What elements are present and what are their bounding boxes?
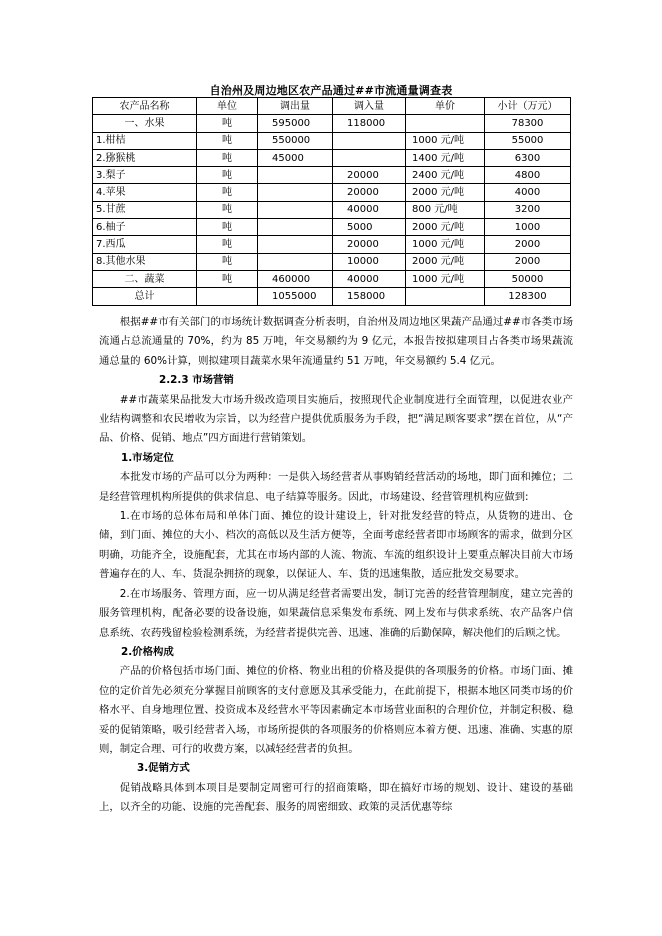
flow-table <box>92 97 571 306</box>
table-cell: 4800 <box>485 167 571 184</box>
table-cell: 20000 <box>333 236 406 253</box>
table-cell <box>258 167 333 184</box>
table-cell: 1400 元/吨 <box>406 149 485 166</box>
paragraph-marketing-intro: ##市蔬菜果品批发大市场升级改造项目实施后，按照现代企业制度进行全面管理，以促进农业产业结构调整和农民增收为宗旨，以为经营户提供优质服务为手段，把“满足顾客要求”摆在首位，从“产品、价格、促销、地点”四方面进行营销策划。 <box>99 393 573 445</box>
table-cell: 一、水果 <box>93 115 197 132</box>
table-cell: 2000 元/吨 <box>406 219 485 236</box>
header-cell: 调出量 <box>258 98 333 115</box>
table-cell: 20000 <box>333 184 406 201</box>
table-cell: 8.其他水果 <box>93 253 197 270</box>
table-cell: 吨 <box>197 253 258 270</box>
table-row <box>93 219 571 236</box>
table-cell <box>333 149 406 166</box>
table-cell: 595000 <box>258 115 333 132</box>
table-cell: 1.柑桔 <box>93 132 197 149</box>
table-cell: 6.柚子 <box>93 219 197 236</box>
table-cell: 吨 <box>197 219 258 236</box>
table-cell: 78300 <box>485 115 571 132</box>
header-cell: 单价 <box>406 98 485 115</box>
table-cell <box>258 236 333 253</box>
table-cell: 1000 元/吨 <box>406 236 485 253</box>
table-cell: 吨 <box>197 236 258 253</box>
table-cell: 总计 <box>93 288 197 305</box>
table-cell: 4.苹果 <box>93 184 197 201</box>
table-cell: 55000 <box>485 132 571 149</box>
table-cell: 1000 元/吨 <box>406 270 485 287</box>
body-text <box>99 313 573 818</box>
table-cell: 10000 <box>333 253 406 270</box>
table-cell: 吨 <box>197 201 258 218</box>
table-row <box>93 115 571 132</box>
table-cell: 2000 <box>485 253 571 270</box>
paragraph-service-management: 2.在市场服务、管理方面，应一切从满足经营者需要出发，制订完善的经营管理制度，建立完善的服务管理机构，配备必要的设备设施，如果蔬信息采集发布系统、网上发布与供求系统、农产品客户信息系统、农药残留检验检测系统，为经营者提供完善、迅速、准确的后勤保障，解决他们的后顾之忧。 <box>99 587 573 639</box>
table-header-row <box>93 98 571 115</box>
table-cell: 吨 <box>197 184 258 201</box>
table-cell: 460000 <box>258 270 333 287</box>
table-cell: 158000 <box>333 288 406 305</box>
table-cell: 550000 <box>258 132 333 149</box>
header-cell: 小计（万元） <box>485 98 571 115</box>
table-cell <box>197 288 258 305</box>
table-cell <box>258 201 333 218</box>
table-cell: 吨 <box>197 149 258 166</box>
table-cell <box>258 253 333 270</box>
table-row <box>93 167 571 184</box>
table-cell: 1000 元/吨 <box>406 132 485 149</box>
table-cell: 6300 <box>485 149 571 166</box>
paragraph-pricing: 产品的价格包括市场门面、摊位的价格、物业出租的价格及提供的各项服务的价格。市场门面、摊位的定价首先必须充分掌握目前顾客的支付意愿及其承受能力，在此前提下，根据本地区同类市场的价格水平、自身地理位置、投资成本及经营水平等因素确定本市场营业面积的合理价位，并制定积极、稳妥的促销策略，吸引经营者入场，市场所提供的各项服务的价格则应本着方便、迅速、准确、实惠的原则，制定合理、可行的收费方案，以减轻经营者的负担。 <box>99 665 573 755</box>
table-cell: 2000 元/吨 <box>406 184 485 201</box>
table-cell: 5000 <box>333 219 406 236</box>
table-row <box>93 253 571 270</box>
table-cell: 2000 元/吨 <box>406 253 485 270</box>
table-cell: 4000 <box>485 184 571 201</box>
paragraph-market-stats: 根据##市有关部门的市场统计数据调查分析表明，自治州及周边地区果蔬产品通过##市各类市场流通占总流通量的 70%，约为 85 万吨，年交易额约为 9 亿元，本报告按拟建项目占各类市场果蔬流通总量的 60%计算，则拟建项目蔬菜水果年流通量约 51 万吨，年交易额约 5.4 亿元。 <box>99 316 573 367</box>
table-cell <box>406 288 485 305</box>
table-cell: 800 元/吨 <box>406 201 485 218</box>
table-cell: 50000 <box>485 270 571 287</box>
paragraph-layout-design: 1.在市场的总体布局和单体门面、摊位的设计建设上，针对批发经营的特点，从货物的进出、仓储，到门面、摊位的大小、档次的高低以及生活方便等，全面考虑经营者即市场顾客的需求，做到分区明确，功能齐全，设施配套，尤其在市场内部的人流、物流、车流的组织设计上要重点解决目前大市场普遍存在的人、车、货混杂拥挤的现象，以保证人、车、货的迅速集散，适应批发交易要求。 <box>99 510 573 581</box>
table-row <box>93 149 571 166</box>
paragraph-positioning: 本批发市场的产品可以分为两种：一是供入场经营者从事购销经营活动的场地，即门面和摊位；二是经营管理机构所提供的供求信息、电子结算等服务。因此，市场建设、经营管理机构应做到: <box>99 471 573 503</box>
header-cell: 农产品名称 <box>93 98 197 115</box>
table-cell: 吨 <box>197 115 258 132</box>
header-cell: 调入量 <box>333 98 406 115</box>
table-cell: 5.甘蔗 <box>93 201 197 218</box>
table-cell: 2400 元/吨 <box>406 167 485 184</box>
table-cell: 7.西瓜 <box>93 236 197 253</box>
table-cell: 20000 <box>333 167 406 184</box>
table-cell: 吨 <box>197 270 258 287</box>
table-row <box>93 132 571 149</box>
table-row <box>93 184 571 201</box>
table-cell: 3.梨子 <box>93 167 197 184</box>
table-cell: 二、蔬菜 <box>93 270 197 287</box>
header-cell: 单位 <box>197 98 258 115</box>
table-cell: 40000 <box>333 270 406 287</box>
table-cell: 118000 <box>333 115 406 132</box>
table-cell: 1055000 <box>258 288 333 305</box>
table-cell: 45000 <box>258 149 333 166</box>
table-cell: 128300 <box>485 288 571 305</box>
table-cell: 吨 <box>197 132 258 149</box>
table-cell: 1000 <box>485 219 571 236</box>
table-cell: 3200 <box>485 201 571 218</box>
table-row <box>93 201 571 218</box>
subheading-pricing: 2.价格构成 <box>121 645 174 658</box>
table-cell <box>333 132 406 149</box>
table-row <box>93 270 571 287</box>
table-cell <box>258 219 333 236</box>
table-cell: 40000 <box>333 201 406 218</box>
table-row <box>93 236 571 253</box>
paragraph-promotion: 促销战略具体到本项目是要制定周密可行的招商策略，即在搞好市场的规划、设计、建设的基础上，以齐全的功能、设施的完善配套、服务的周密细致、政策的灵活优惠等综 <box>99 781 573 814</box>
section-heading-marketing: 2.2.3 市场营销 <box>159 374 234 387</box>
table-cell <box>406 115 485 132</box>
table-row <box>93 288 571 305</box>
table-title: 自治州及周边地区农产品通过##市流通量调查表 <box>209 84 453 97</box>
table-cell <box>258 184 333 201</box>
table-cell: 吨 <box>197 167 258 184</box>
table-cell: 2000 <box>485 236 571 253</box>
subheading-promotion: 3.促销方式 <box>137 762 190 775</box>
table-cell: 2.猕猴桃 <box>93 149 197 166</box>
subheading-positioning: 1.市场定位 <box>121 451 174 464</box>
